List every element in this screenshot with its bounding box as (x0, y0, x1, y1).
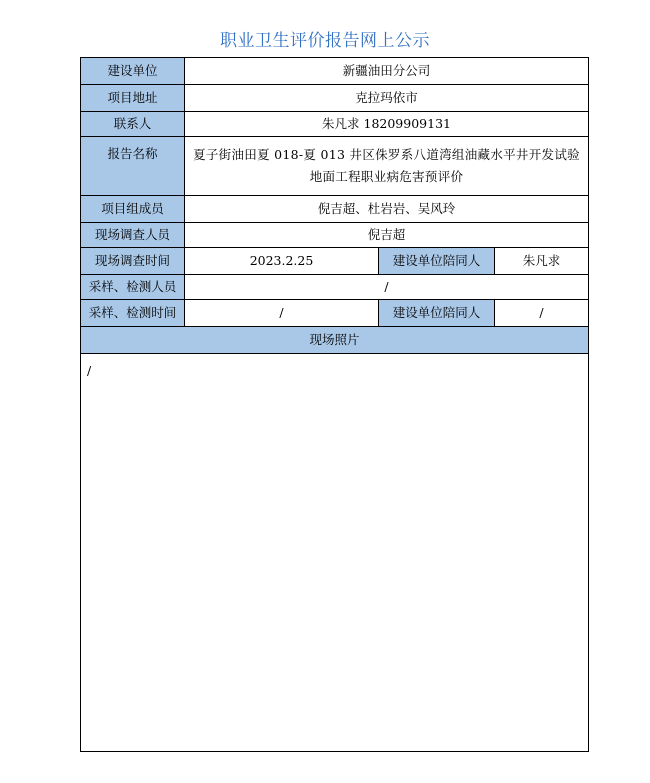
row-team-members (81, 196, 589, 223)
construction-unit-value: 新疆油田分公司 (185, 58, 589, 85)
survey-time-label: 现场调查时间 (81, 248, 185, 275)
report-name-value: 夏子街油田夏 018-夏 013 井区侏罗系八道湾组油藏水平井开发试验地面工程职业病危害预评价 (185, 137, 589, 196)
team-members-value: 倪吉超、杜岩岩、吴风玲 (185, 196, 589, 223)
row-sampling-time (81, 300, 589, 327)
row-contact (81, 112, 589, 137)
row-project-address (81, 85, 589, 112)
row-report-name (81, 137, 589, 196)
row-sampling-staff (81, 275, 589, 300)
team-members-label: 项目组成员 (81, 196, 185, 223)
survey-staff-label: 现场调查人员 (81, 223, 185, 248)
sampling-time-label: 采样、检测时间 (81, 300, 185, 327)
construction-unit-label: 建设单位 (81, 58, 185, 85)
survey-escort-value: 朱凡求 (495, 248, 589, 275)
sampling-time-value: / (185, 300, 379, 327)
sampling-staff-value: / (185, 275, 589, 300)
row-photos-header (81, 327, 589, 354)
row-survey-time (81, 248, 589, 275)
project-address-label: 项目地址 (81, 85, 185, 112)
report-name-label: 报告名称 (81, 137, 185, 196)
survey-escort-label: 建设单位陪同人 (379, 248, 495, 275)
photos-header: 现场照片 (81, 327, 589, 354)
row-construction-unit (81, 58, 589, 85)
disclosure-form-table (80, 57, 589, 752)
row-survey-staff (81, 223, 589, 248)
row-photos-content (81, 354, 589, 752)
photos-content: / (81, 354, 589, 752)
sampling-escort-value: / (495, 300, 589, 327)
page-title: 职业卫生评价报告网上公示 (220, 31, 430, 51)
survey-time-value: 2023.2.25 (185, 248, 379, 275)
sampling-escort-label: 建设单位陪同人 (379, 300, 495, 327)
contact-label: 联系人 (81, 112, 185, 137)
contact-value: 朱凡求 18209909131 (185, 112, 589, 137)
survey-staff-value: 倪吉超 (185, 223, 589, 248)
project-address-value: 克拉玛依市 (185, 85, 589, 112)
sampling-staff-label: 采样、检测人员 (81, 275, 185, 300)
